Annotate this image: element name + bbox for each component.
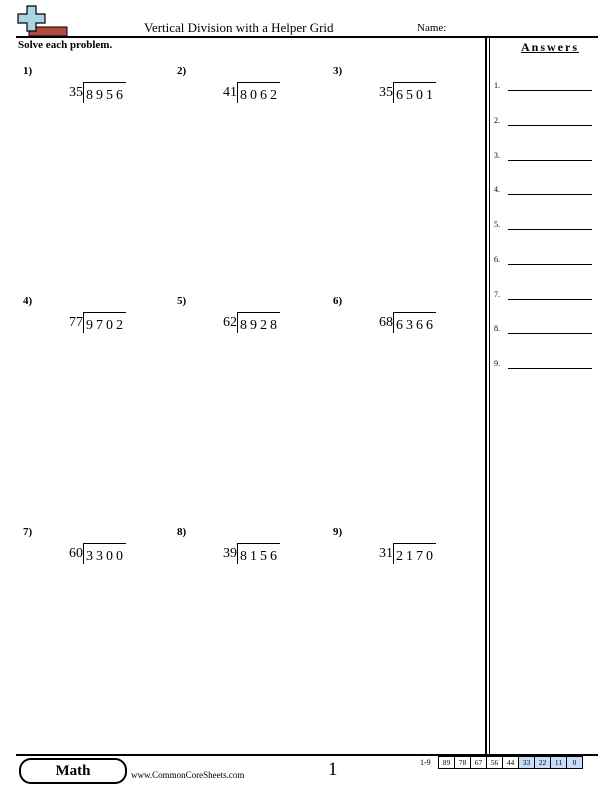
division-bracket (83, 312, 126, 333)
divisor: 60 (69, 546, 83, 561)
answer-number: 9. (494, 359, 500, 368)
division-bracket (393, 312, 436, 333)
answer-number: 2. (494, 116, 500, 125)
division-bracket (237, 543, 280, 564)
subject-badge: Math (19, 758, 127, 784)
problem-1 (23, 65, 143, 115)
answer-blank[interactable] (508, 194, 592, 195)
dividend: 8956 (86, 88, 126, 103)
problem-number: 3) (333, 65, 343, 77)
problem-number: 4) (23, 295, 33, 307)
problem-number: 9) (333, 526, 343, 538)
score-cell: 89 (438, 756, 455, 769)
answer-row-1 (494, 81, 594, 93)
answer-number: 1. (494, 81, 500, 90)
problem-5 (177, 295, 297, 345)
problem-2 (177, 65, 297, 115)
problem-number: 7) (23, 526, 33, 538)
problem-number: 8) (177, 526, 187, 538)
divisor: 35 (69, 85, 83, 100)
worksheet-title: Vertical Division with a Helper Grid (144, 20, 334, 35)
page-number: 1 (328, 759, 338, 780)
division-bracket (393, 543, 436, 564)
instructions: Solve each problem. (18, 39, 113, 51)
answer-column-border (485, 37, 487, 754)
name-label: Name: (417, 22, 447, 34)
answer-column-border-inner (489, 37, 490, 754)
answer-row-7 (494, 290, 594, 302)
answer-number: 8. (494, 324, 500, 333)
answer-row-4 (494, 185, 594, 197)
dividend: 8062 (240, 88, 280, 103)
problem-8 (177, 526, 297, 576)
dividend: 2170 (396, 549, 436, 564)
divisor: 31 (379, 546, 393, 561)
plus-eraser-logo-icon (17, 5, 69, 37)
answer-blank[interactable] (508, 299, 592, 300)
score-cell: 78 (454, 756, 471, 769)
score-cell: 22 (534, 756, 551, 769)
answer-blank[interactable] (508, 264, 592, 265)
answer-blank[interactable] (508, 160, 592, 161)
score-cell: 11 (550, 756, 567, 769)
answer-blank[interactable] (508, 125, 592, 126)
score-cell: 56 (486, 756, 503, 769)
header-divider (16, 36, 598, 38)
answer-row-8 (494, 324, 594, 336)
answer-blank[interactable] (508, 368, 592, 369)
dividend: 3300 (86, 549, 126, 564)
score-range: 1-9 (420, 758, 431, 767)
answer-number: 3. (494, 151, 500, 160)
problem-number: 6) (333, 295, 343, 307)
answer-number: 4. (494, 185, 500, 194)
dividend: 6366 (396, 318, 436, 333)
answers-title: Answers (521, 40, 579, 54)
dividend: 6501 (396, 88, 436, 103)
problem-4 (23, 295, 143, 345)
problem-number: 5) (177, 295, 187, 307)
score-cell: 67 (470, 756, 487, 769)
score-cell: 44 (502, 756, 519, 769)
division-bracket (83, 543, 126, 564)
answer-blank[interactable] (508, 229, 592, 230)
divisor: 41 (223, 85, 237, 100)
score-cell: 0 (566, 756, 583, 769)
website-link[interactable]: www.CommonCoreSheets.com (131, 770, 245, 780)
problem-number: 2) (177, 65, 187, 77)
answer-row-2 (494, 116, 594, 128)
score-cell: 33 (518, 756, 535, 769)
division-bracket (237, 82, 280, 103)
answer-blank[interactable] (508, 333, 592, 334)
answer-number: 5. (494, 220, 500, 229)
answer-row-5 (494, 220, 594, 232)
answer-blank[interactable] (508, 90, 592, 91)
dividend: 8928 (240, 318, 280, 333)
divisor: 77 (69, 315, 83, 330)
divisor: 68 (379, 315, 393, 330)
answer-row-9 (494, 359, 594, 371)
problem-6 (333, 295, 453, 345)
answer-row-3 (494, 151, 594, 163)
divisor: 35 (379, 85, 393, 100)
divisor: 39 (223, 546, 237, 561)
problem-3 (333, 65, 453, 115)
division-bracket (237, 312, 280, 333)
division-bracket (83, 82, 126, 103)
answer-row-6 (494, 255, 594, 267)
score-table (439, 756, 583, 769)
dividend: 8156 (240, 549, 280, 564)
answer-number: 6. (494, 255, 500, 264)
problem-7 (23, 526, 143, 576)
dividend: 9702 (86, 318, 126, 333)
answer-number: 7. (494, 290, 500, 299)
divisor: 62 (223, 315, 237, 330)
problem-9 (333, 526, 453, 576)
problem-number: 1) (23, 65, 33, 77)
division-bracket (393, 82, 436, 103)
